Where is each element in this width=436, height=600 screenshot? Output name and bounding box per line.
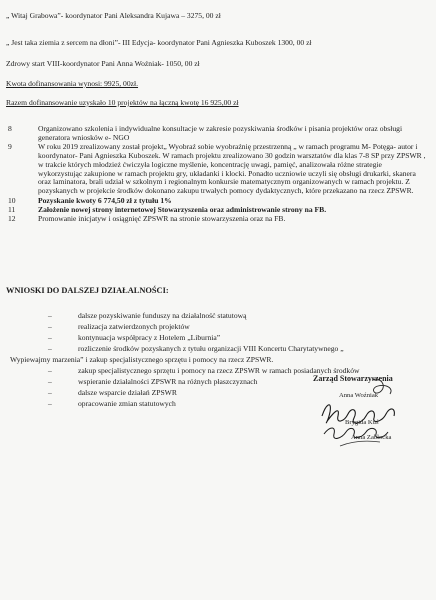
list-item: 12 Promowanie inicjatyw i osiągnięć ZPSWR na stronie stowarzyszenia oraz na FB. — [8, 214, 286, 224]
conclusion-item: dalsze pozyskiwanie funduszy na działalność statutową — [78, 311, 247, 320]
conclusion-item: zakup specjalistycznego sprzętu i pomocy na rzecz ZPSWR w ramach posiadanych środków — [78, 366, 360, 375]
signature-name: Anna Woźniak — [339, 392, 379, 399]
conclusion-item: realizacja zatwierdzonych projektów — [78, 322, 190, 331]
conclusions-header: WNIOSKI DO DALSZEJ DZIAŁALNOŚCI: — [6, 286, 169, 295]
conclusion-item: kontynuacja współpracy z Hotelem „Liburnia” — [78, 333, 221, 342]
list-item: 10 Pozyskanie kwoty 6 774,50 zł z tytułu 1% — [8, 196, 172, 206]
conclusion-item: opracowanie zmian statutowych — [78, 399, 176, 408]
list-item: 8 Organizowano szkolenia i indywidualne konsultacje w zakresie pozyskiwania środków i pisania projektów oraz obsługi generatora wniosków e- NGO — [8, 124, 403, 142]
bullet-dash: – — [48, 388, 52, 397]
bullet-dash: – — [48, 344, 52, 353]
bullet-dash: – — [48, 399, 52, 408]
list-item: 9 W roku 2019 zrealizowany został projekt„ Wyobraź sobie wyobraźnię przestrzenną „ w ramach programu M- Potęga- autor i koordynator- Pani Agnieszka Kuboszek. W ramach projektu zrealizowano 30 godzin warsztatów dla klas 7-8 SP przy ZPSWR , w trakcie których młodzież ćwiczyła logiczne myślenie, koncentrację uwagi, pamięć, analizowała różne strategie wykorzystując zakupione w ramach projektu gry, układanki i klocki. Ponadto uczniowie uczyli się obsługi drukarki, skanera oraz laminatora, brali udział w szkolnym i regionalnym konkursie matematycznym organizowanych w ramach projektu. Z pozyskanych w projekcie środków dokonano zakupu trwałych pomocy dydaktycznych, które przekazano na rzecz ZPSWR. — [8, 141, 426, 196]
project-line-1: „ Witaj Grabowa”- koordynator Pani Aleksandra Kujawa – 3275, 00 zł — [6, 11, 221, 20]
project-line-2: „ Jest taka ziemia z sercem na dłoni”- III Edycja- koordynator Pani Agnieszka Kuboszek 1300, 00 zł — [6, 38, 312, 47]
handwritten-signature-icon — [310, 376, 422, 454]
bullet-dash: – — [48, 322, 52, 331]
list-item: 11 Założenie nowej strony internetowej Stowarzyszenia oraz administrowanie strony na FB. — [8, 205, 327, 215]
project-line-3: Zdrowy start VIII-koordynator Pani Anna Woźniak- 1050, 00 zł — [6, 59, 200, 68]
conclusion-item: wspieranie działalności ZPSWR na różnych płaszczyznach — [78, 377, 258, 386]
funding-line: Kwota dofinansowania wynosi: 9925, 00zł. — [6, 79, 139, 88]
signature-title: Zarząd Stowarzyszenia — [313, 374, 393, 383]
total-line: Razem dofinansowanie uzyskało 10 projektów na łączną kwotę 16 925,00 zł — [6, 98, 239, 107]
bullet-dash: – — [48, 377, 52, 386]
signature-name: Brygida Kuś — [345, 419, 379, 426]
conclusion-item: dalsze wsparcie działań ZPSWR — [78, 388, 177, 397]
conclusion-item-continuation: Wypiewajmy marzenia” i zakup specjalistycznego sprzętu i pomocy na rzecz ZPSWR. — [10, 355, 274, 364]
signature-name: Anna Zabłocka — [351, 434, 392, 441]
activities-list — [8, 125, 428, 224]
bullet-dash: – — [48, 333, 52, 342]
bullet-dash: – — [48, 366, 52, 375]
bullet-dash: – — [48, 311, 52, 320]
conclusion-item: rozliczenie środków pozyskanych z tytułu organizacji VIII Koncertu Charytatywnego „ — [78, 344, 344, 353]
